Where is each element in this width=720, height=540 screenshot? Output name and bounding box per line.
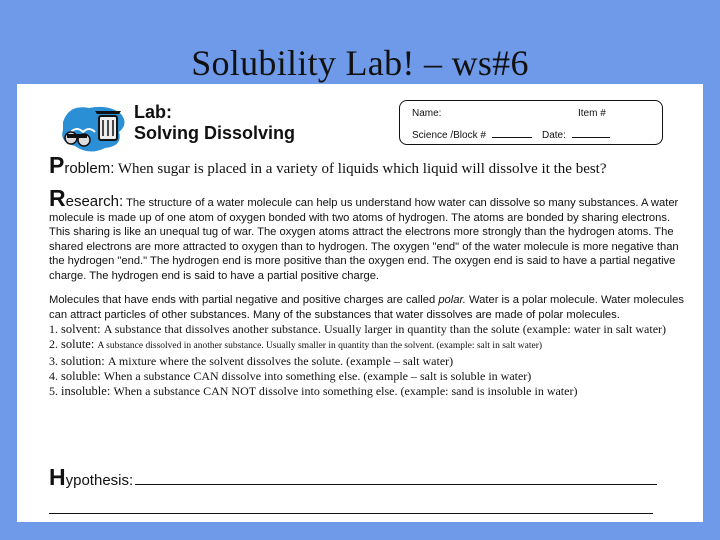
definition-term: insoluble:: [61, 384, 114, 398]
lab-title: [134, 102, 295, 144]
definition-item: [49, 354, 694, 369]
lab-label: Lab:: [134, 102, 172, 122]
problem-text: When sugar is placed in a variety of liquids which liquid will dissolve it the best?: [117, 161, 607, 177]
date-label: Date:: [542, 130, 566, 141]
block-blank-line[interactable]: [492, 128, 532, 138]
definition-number: 2.: [49, 337, 61, 351]
definition-item: [49, 322, 694, 337]
problem-heading: Problem:: [49, 152, 115, 178]
research-paragraph-1: The structure of a water molecule can help us understand how water can dissolve so many substances. A water molecule is made up of one atom of oxygen bonded with two atoms of hydrogen. The atoms are bonded by sharing electrons. This sharing is like an unequal tug of war. The oxygen atoms attract the electrons more strongly than the hydrogen atoms. The shared electrons are more attracted to oxygen than to hydrogen. The oxygen "end" of the water molecule is more negative than the hydrogen "end." The hydrogen end is more positive than the oxygen end. The oxygen end is said to have a partial negative charge. The hydrogen end is said to have a partial positive charge.: [49, 197, 679, 282]
date-blank-line[interactable]: [572, 128, 610, 138]
research-section: [49, 185, 694, 399]
definition-number: 3.: [49, 354, 61, 368]
lab-name: Solving Dissolving: [134, 123, 296, 143]
definition-text: When a substance CAN NOT dissolve into something else. (example: sand is insoluble in water): [113, 384, 578, 398]
problem-section: [49, 152, 689, 179]
science-block-label: Science /Block #: [412, 130, 486, 141]
research-heading: Research:: [49, 185, 124, 211]
worksheet-page: [17, 84, 703, 522]
student-info-box: [399, 100, 663, 145]
hypothesis-answer-line[interactable]: [135, 484, 657, 485]
definition-text: A substance that dissolves another substance. Usually larger in quantity than the solute (example: water in salt water): [103, 322, 667, 336]
research-paragraph-2: Molecules that have ends with partial negative and positive charges are called polar. Water is a polar molecule. Water molecules can attract particles of other substances. Many of the substances that water dissolves are made of polar molecules.: [49, 294, 684, 321]
hypothesis-heading: Hypothesis:: [49, 464, 134, 490]
name-label: Name:: [412, 108, 442, 119]
definition-text: A mixture where the solvent dissolves the solute. (example – salt water): [107, 354, 454, 368]
definition-term: solute:: [61, 337, 98, 351]
definition-item: [49, 337, 694, 354]
item-label: Item #: [578, 108, 606, 119]
definition-text: A substance dissolved in another substance. Usually smaller in quantity than the solvent. (example: salt in salt water): [97, 341, 543, 351]
slide-title: Solubility Lab! – ws#6: [191, 43, 529, 83]
definition-number: 1.: [49, 322, 61, 336]
definition-number: 4.: [49, 369, 61, 383]
definition-item: [49, 384, 694, 399]
definition-term: solvent:: [61, 322, 104, 336]
definition-item: [49, 369, 694, 384]
definition-text: When a substance CAN dissolve into something else. (example – salt is soluble in water): [103, 369, 532, 383]
definition-term: soluble:: [61, 369, 104, 383]
definition-number: 5.: [49, 384, 61, 398]
hypothesis-answer-line-2[interactable]: [49, 513, 653, 514]
definitions-list: [49, 322, 694, 399]
definition-term: solution:: [61, 354, 108, 368]
